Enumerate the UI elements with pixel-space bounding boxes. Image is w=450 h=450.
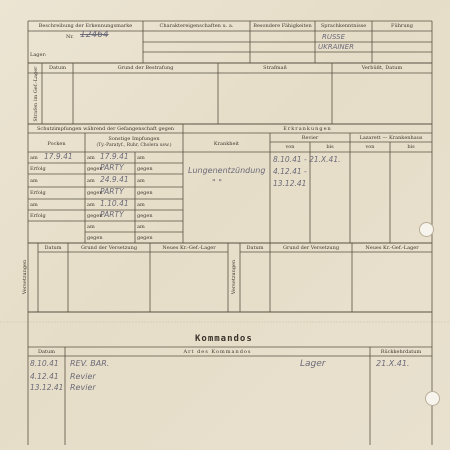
krankheit-label: Krankheit [213,141,240,147]
lager-label: Lager: [30,52,47,58]
impfung-row-value: 1.10.41 [100,199,129,208]
rueckkehr-label: Rückkehrdatum [380,349,422,355]
schutz-header: Schutzimpfungen während der Gefangenschaft gegen [36,126,175,132]
sprach-value-2: UKRAINER [318,43,354,51]
fuehrung-label: Führung [391,23,413,29]
versetzungen-side-label-right: Versetzungen [231,259,237,295]
versetzung-neues-label-2: Neues Kr.-Gef.-Lager [365,245,419,251]
faehigkeiten-label: Besondere Fähigkeiten [253,23,312,29]
versetzungen-side-label-left: Versetzungen [22,259,28,295]
revier-entry: 8.10.41 - 21.X.41. [273,155,341,164]
impfung-row-label-2: am [137,202,145,208]
impfung-row-label: am [87,202,95,208]
kommando-datum: 13.12.41 [30,383,64,392]
kommando-art-detail: Lager [300,359,326,369]
strafen-datum-label: Datum [49,65,66,71]
impfung-row-label-2: gegen [137,166,153,172]
pocken-row-label: am [30,202,38,208]
kommando-datum-label: Datum [38,349,55,355]
krankheit-value: Lungenentzündung [188,166,266,175]
strafmass-label: Strafmaß [263,65,287,71]
kommando-art: Revier [70,383,96,392]
punch-hole [425,391,440,406]
pocken-row-label: Erfolg [30,213,46,219]
impfung-row-label-2: gegen [137,190,153,196]
lazarett-von-label: von [365,144,375,150]
kommando-datum: 8.10.41 [30,359,59,368]
kommando-rueckkehr: 21.X.41. [376,359,410,368]
sonstige-label: Sonstige Impfungen [108,136,160,142]
impfung-row-label: gegen [87,190,103,196]
kommando-art: Revier [70,372,96,381]
revier-von-label: von [285,144,295,150]
impfung-row-value: PARTY [100,210,124,219]
lazarett-bis-label: bis [407,144,415,150]
impfung-row-value: PARTY [100,187,124,196]
impfung-row-label: am [87,178,95,184]
impfung-row-label-2: am [137,155,145,161]
strafen-grund-label: Grund der Bestrafung [117,65,174,71]
beschreibung-label: Beschreibung der Erkennungsmarke [38,23,133,29]
kommando-datum: 4.12.41 [30,372,59,381]
lazarett-label: Lazarett — Krankenhaus [359,135,423,141]
impfung-row-label: gegen [87,235,103,241]
verbuesst-label: Verbüßt, Datum [361,65,403,71]
nr-value: 12464 [80,30,109,40]
impfung-row-label-2: am [137,178,145,184]
pocken-row-label: Erfolg [30,166,46,172]
erkrankungen-header: Erkrankungen [283,126,332,132]
revier-entry: 13.12.41 [273,179,307,188]
kommando-art-label: Art des Kommandos [183,349,252,355]
krankheit-ditto: " " [212,178,222,187]
revier-bis-label: bis [326,144,334,150]
impfung-row-label-2: gegen [137,213,153,219]
impfung-row-value: 17.9.41 [100,152,129,161]
versetzung-grund-label: Grund der Versetzung [80,245,138,251]
impfung-row-label-2: am [137,224,145,230]
impfung-row-label: am [87,224,95,230]
charakter-label: Charaktereigenschaften u. a. [159,23,234,29]
sprach-label: Sprachkenntnisse [320,23,367,29]
versetzung-grund-label-2: Grund der Versetzung [282,245,340,251]
versetzung-datum-label-2: Datum [246,245,264,251]
revier-label: Revier [301,135,319,141]
kommandos-title: Kommandos [195,334,253,344]
pocken-row-label: Erfolg [30,190,46,196]
kommando-art: REV. BAR. [70,359,110,368]
impfung-row-label: am [87,155,95,161]
sprach-value-1: RUSSE [322,33,346,41]
impfung-row-label: gegen [87,166,103,172]
pocken-row-label: am [30,178,38,184]
revier-entry: 4.12.41 - [273,167,307,176]
nr-label: Nr. [66,34,74,40]
pocken-label: Pocken [47,141,66,147]
versetzung-datum-label: Datum [44,245,62,251]
impfung-row-value: 24.9.41 [100,175,129,184]
punch-hole [419,222,434,237]
impfung-row-value: PARTY [100,163,124,172]
strafen-side-label: Strafen im Gef.-Lager [33,66,39,122]
pocken-row-value: 17.9.41 [44,152,73,161]
versetzung-neues-label: Neues Kr.-Gef.-Lager [162,245,216,251]
pocken-row-label: am [30,155,38,161]
impfung-row-label: gegen [87,213,103,219]
sonstige-sub-label: (Ty.-Paratyf., Ruhr, Cholera usw.) [96,143,172,148]
impfung-row-label-2: gegen [137,235,153,241]
